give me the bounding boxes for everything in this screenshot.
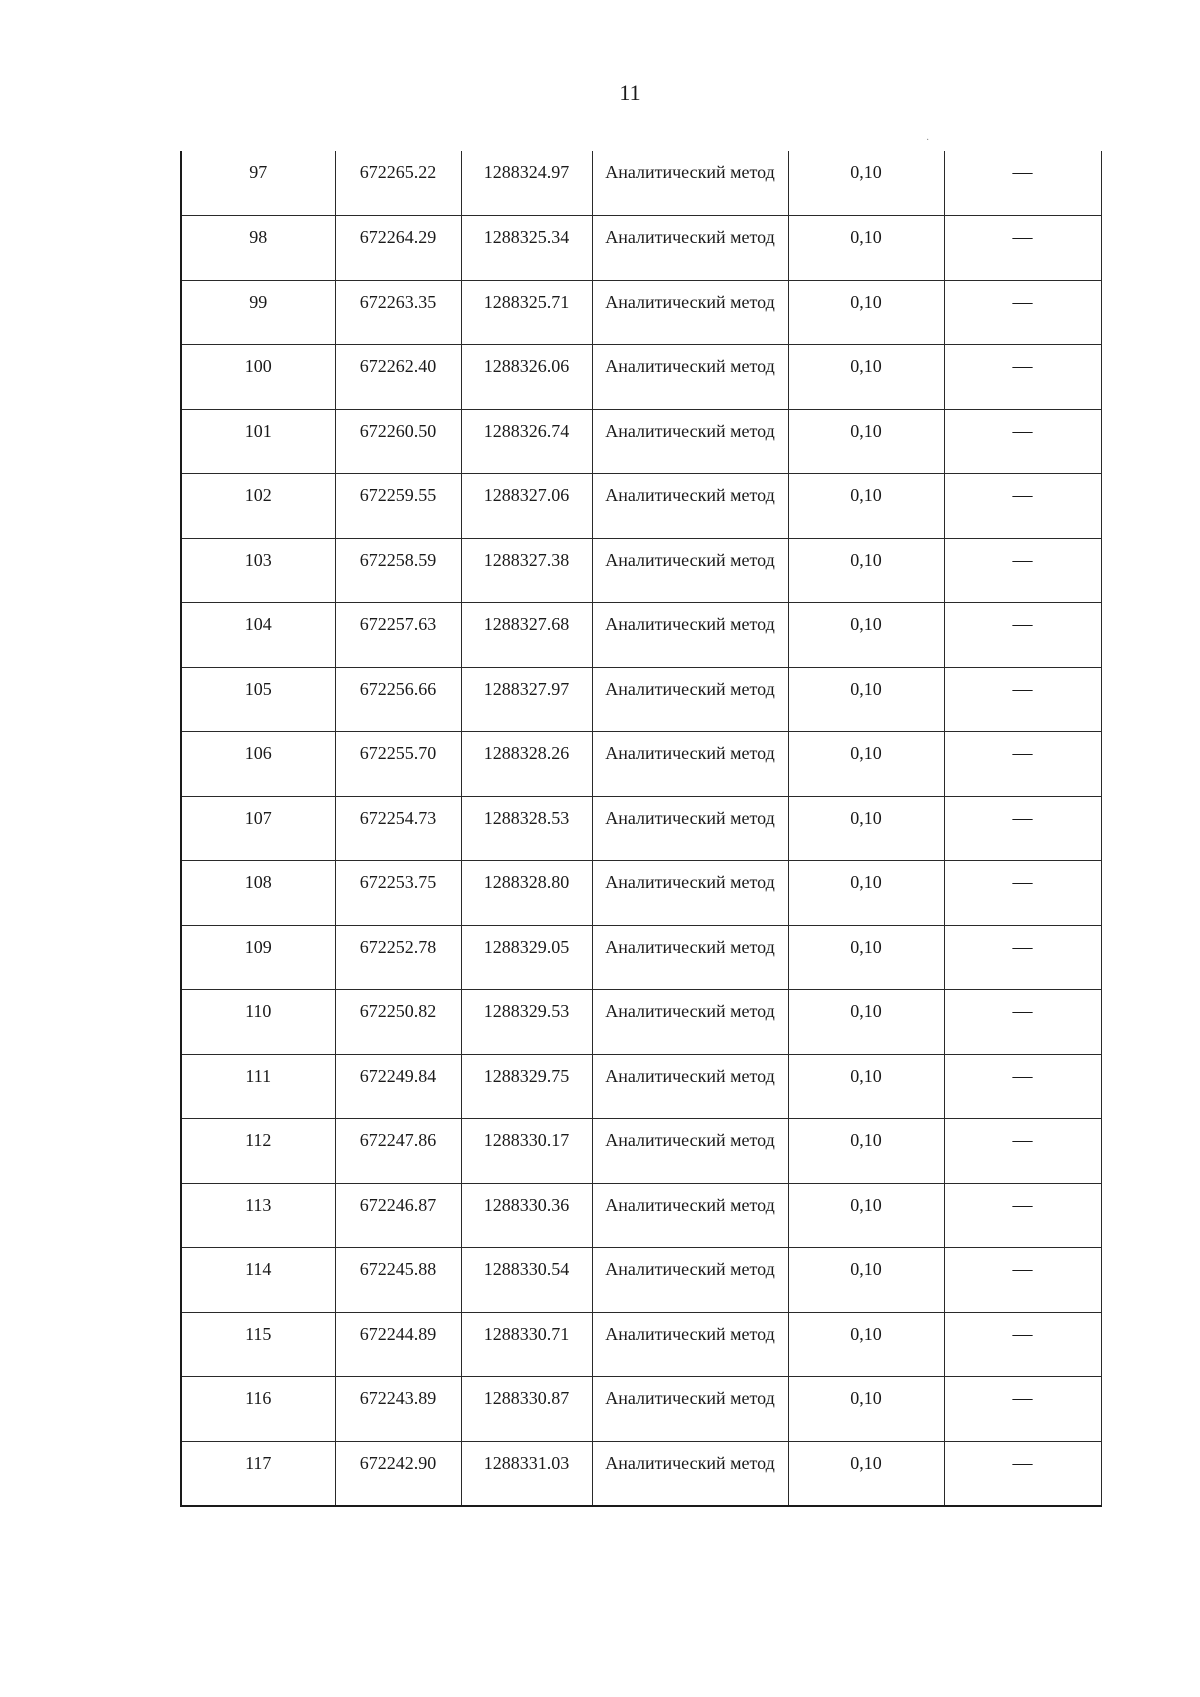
x-coordinate-cell: 672245.88 [335, 1248, 461, 1313]
point-number-cell: 100 [181, 345, 335, 410]
y-coordinate-cell: 1288328.53 [461, 796, 592, 861]
table-row [181, 1441, 1101, 1506]
method-cell: Аналитический метод [592, 409, 788, 474]
y-coordinate-cell: 1288330.17 [461, 1119, 592, 1184]
x-coordinate-cell: 672257.63 [335, 603, 461, 668]
method-cell: Аналитический метод [592, 474, 788, 539]
x-coordinate-cell: 672249.84 [335, 1054, 461, 1119]
point-number-cell: 114 [181, 1248, 335, 1313]
y-coordinate-cell: 1288326.06 [461, 345, 592, 410]
note-cell: — [944, 603, 1101, 668]
y-coordinate-cell: 1288324.97 [461, 151, 592, 216]
accuracy-cell: 0,10 [788, 1119, 944, 1184]
y-coordinate-cell: 1288330.36 [461, 1183, 592, 1248]
accuracy-cell: 0,10 [788, 990, 944, 1055]
note-cell: — [944, 667, 1101, 732]
method-cell: Аналитический метод [592, 1441, 788, 1506]
method-cell: Аналитический метод [592, 1054, 788, 1119]
y-coordinate-cell: 1288327.97 [461, 667, 592, 732]
table-row [181, 796, 1101, 861]
accuracy-cell: 0,10 [788, 216, 944, 281]
note-cell: — [944, 216, 1101, 281]
note-cell: — [944, 990, 1101, 1055]
point-number-cell: 98 [181, 216, 335, 281]
table-row [181, 1183, 1101, 1248]
accuracy-cell: 0,10 [788, 474, 944, 539]
accuracy-cell: 0,10 [788, 1312, 944, 1377]
accuracy-cell: 0,10 [788, 667, 944, 732]
y-coordinate-cell: 1288329.53 [461, 990, 592, 1055]
table-row [181, 216, 1101, 281]
point-number-cell: 103 [181, 538, 335, 603]
accuracy-cell: 0,10 [788, 1248, 944, 1313]
note-cell: — [944, 732, 1101, 797]
point-number-cell: 111 [181, 1054, 335, 1119]
note-cell: — [944, 1054, 1101, 1119]
x-coordinate-cell: 672262.40 [335, 345, 461, 410]
table-row [181, 345, 1101, 410]
note-cell: — [944, 1312, 1101, 1377]
table-row [181, 1248, 1101, 1313]
point-number-cell: 104 [181, 603, 335, 668]
method-cell: Аналитический метод [592, 990, 788, 1055]
note-cell: — [944, 1183, 1101, 1248]
table-row [181, 925, 1101, 990]
note-cell: — [944, 925, 1101, 990]
point-number-cell: 117 [181, 1441, 335, 1506]
accuracy-cell: 0,10 [788, 796, 944, 861]
y-coordinate-cell: 1288329.75 [461, 1054, 592, 1119]
method-cell: Аналитический метод [592, 1312, 788, 1377]
point-number-cell: 108 [181, 861, 335, 926]
x-coordinate-cell: 672247.86 [335, 1119, 461, 1184]
table-row [181, 603, 1101, 668]
y-coordinate-cell: 1288327.38 [461, 538, 592, 603]
point-number-cell: 99 [181, 280, 335, 345]
x-coordinate-cell: 672263.35 [335, 280, 461, 345]
point-number-cell: 110 [181, 990, 335, 1055]
point-number-cell: 113 [181, 1183, 335, 1248]
accuracy-cell: 0,10 [788, 732, 944, 797]
accuracy-cell: 0,10 [788, 409, 944, 474]
x-coordinate-cell: 672260.50 [335, 409, 461, 474]
point-number-cell: 102 [181, 474, 335, 539]
table-row [181, 1054, 1101, 1119]
table-row [181, 990, 1101, 1055]
method-cell: Аналитический метод [592, 925, 788, 990]
page-number: 11 [619, 80, 641, 105]
accuracy-cell: 0,10 [788, 280, 944, 345]
point-number-cell: 97 [181, 151, 335, 216]
method-cell: Аналитический метод [592, 732, 788, 797]
accuracy-cell: 0,10 [788, 1377, 944, 1442]
method-cell: Аналитический метод [592, 1248, 788, 1313]
table-row [181, 280, 1101, 345]
x-coordinate-cell: 672264.29 [335, 216, 461, 281]
y-coordinate-cell: 1288327.68 [461, 603, 592, 668]
accuracy-cell: 0,10 [788, 861, 944, 926]
x-coordinate-cell: 672243.89 [335, 1377, 461, 1442]
y-coordinate-cell: 1288330.71 [461, 1312, 592, 1377]
method-cell: Аналитический метод [592, 151, 788, 216]
note-cell: — [944, 151, 1101, 216]
method-cell: Аналитический метод [592, 861, 788, 926]
y-coordinate-cell: 1288328.80 [461, 861, 592, 926]
method-cell: Аналитический метод [592, 345, 788, 410]
note-cell: — [944, 280, 1101, 345]
x-coordinate-cell: 672255.70 [335, 732, 461, 797]
x-coordinate-cell: 672250.82 [335, 990, 461, 1055]
y-coordinate-cell: 1288331.03 [461, 1441, 592, 1506]
y-coordinate-cell: 1288325.71 [461, 280, 592, 345]
table-body [181, 151, 1101, 1506]
note-cell: — [944, 538, 1101, 603]
table-row [181, 1119, 1101, 1184]
accuracy-cell: 0,10 [788, 538, 944, 603]
point-number-cell: 105 [181, 667, 335, 732]
note-cell: — [944, 345, 1101, 410]
x-coordinate-cell: 672246.87 [335, 1183, 461, 1248]
accuracy-cell: 0,10 [788, 1183, 944, 1248]
accuracy-cell: 0,10 [788, 1441, 944, 1506]
note-cell: — [944, 1377, 1101, 1442]
method-cell: Аналитический метод [592, 1377, 788, 1442]
note-cell: — [944, 796, 1101, 861]
note-cell: — [944, 1119, 1101, 1184]
note-cell: — [944, 861, 1101, 926]
note-cell: — [944, 1441, 1101, 1506]
point-number-cell: 107 [181, 796, 335, 861]
coordinates-table [180, 151, 1102, 1507]
table-row [181, 861, 1101, 926]
y-coordinate-cell: 1288329.05 [461, 925, 592, 990]
method-cell: Аналитический метод [592, 216, 788, 281]
point-number-cell: 101 [181, 409, 335, 474]
y-coordinate-cell: 1288330.87 [461, 1377, 592, 1442]
table-row [181, 474, 1101, 539]
x-coordinate-cell: 672265.22 [335, 151, 461, 216]
y-coordinate-cell: 1288327.06 [461, 474, 592, 539]
note-cell: — [944, 474, 1101, 539]
y-coordinate-cell: 1288326.74 [461, 409, 592, 474]
x-coordinate-cell: 672258.59 [335, 538, 461, 603]
table-row [181, 667, 1101, 732]
scan-speck: · [926, 135, 930, 146]
point-number-cell: 112 [181, 1119, 335, 1184]
method-cell: Аналитический метод [592, 538, 788, 603]
x-coordinate-cell: 672256.66 [335, 667, 461, 732]
x-coordinate-cell: 672244.89 [335, 1312, 461, 1377]
accuracy-cell: 0,10 [788, 603, 944, 668]
note-cell: — [944, 409, 1101, 474]
point-number-cell: 116 [181, 1377, 335, 1442]
accuracy-cell: 0,10 [788, 925, 944, 990]
accuracy-cell: 0,10 [788, 1054, 944, 1119]
table-row [181, 151, 1101, 216]
table-row [181, 409, 1101, 474]
point-number-cell: 106 [181, 732, 335, 797]
accuracy-cell: 0,10 [788, 151, 944, 216]
table-row [181, 732, 1101, 797]
method-cell: Аналитический метод [592, 1119, 788, 1184]
table-row [181, 1377, 1101, 1442]
table-row [181, 1312, 1101, 1377]
x-coordinate-cell: 672252.78 [335, 925, 461, 990]
x-coordinate-cell: 672253.75 [335, 861, 461, 926]
method-cell: Аналитический метод [592, 667, 788, 732]
point-number-cell: 109 [181, 925, 335, 990]
point-number-cell: 115 [181, 1312, 335, 1377]
x-coordinate-cell: 672254.73 [335, 796, 461, 861]
y-coordinate-cell: 1288325.34 [461, 216, 592, 281]
method-cell: Аналитический метод [592, 796, 788, 861]
method-cell: Аналитический метод [592, 1183, 788, 1248]
x-coordinate-cell: 672259.55 [335, 474, 461, 539]
method-cell: Аналитический метод [592, 280, 788, 345]
y-coordinate-cell: 1288328.26 [461, 732, 592, 797]
method-cell: Аналитический метод [592, 603, 788, 668]
table-row [181, 538, 1101, 603]
accuracy-cell: 0,10 [788, 345, 944, 410]
x-coordinate-cell: 672242.90 [335, 1441, 461, 1506]
note-cell: — [944, 1248, 1101, 1313]
y-coordinate-cell: 1288330.54 [461, 1248, 592, 1313]
